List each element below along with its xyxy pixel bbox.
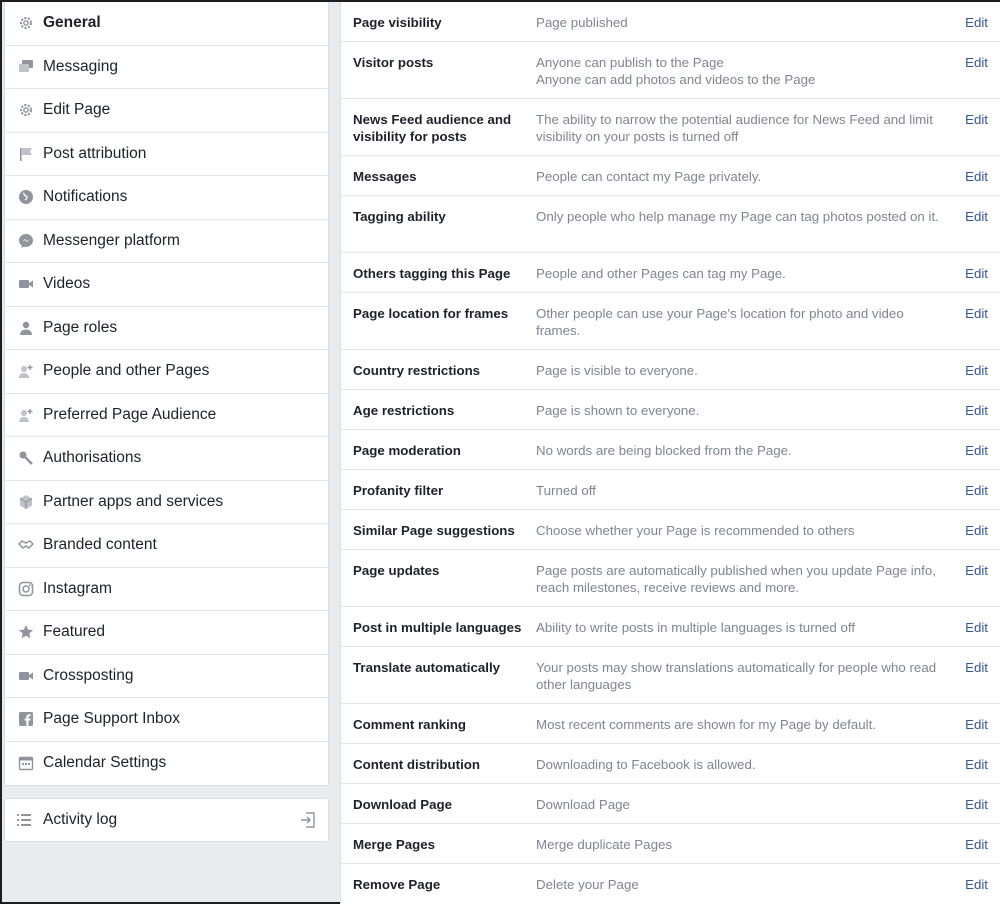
sidebar-item-label: Post attribution xyxy=(43,144,147,162)
sidebar-item-label: Partner apps and services xyxy=(43,492,224,510)
activity-log-link[interactable] xyxy=(4,798,329,842)
setting-value: Delete your Page xyxy=(536,877,639,892)
setting-label: Tagging ability xyxy=(353,209,446,224)
settings-row-translate-automatically xyxy=(341,647,1000,704)
setting-label: Page updates xyxy=(353,563,440,578)
sidebar-item-label: Calendar Settings xyxy=(43,754,167,772)
edit-link[interactable]: Edit xyxy=(965,757,988,772)
edit-link[interactable]: Edit xyxy=(965,523,988,538)
calendar-icon xyxy=(17,754,35,772)
sidebar-item-label: Notifications xyxy=(43,188,128,206)
sidebar-item-people-and-other-pages[interactable] xyxy=(5,350,328,394)
edit-link[interactable]: Edit xyxy=(965,443,988,458)
messaging-icon xyxy=(17,58,35,76)
setting-value: Anyone can publish to the Page Anyone can add photos and videos to the Page xyxy=(536,55,816,87)
person-plus-icon xyxy=(17,406,35,424)
sidebar-item-label: Featured xyxy=(43,623,106,641)
general-settings-list xyxy=(340,2,1000,904)
sidebar-item-calendar-settings[interactable] xyxy=(5,742,328,786)
sidebar-item-page-support-inbox[interactable] xyxy=(5,698,328,742)
sidebar-item-notifications[interactable] xyxy=(5,176,328,220)
sidebar-item-messenger-platform[interactable] xyxy=(5,220,328,264)
sidebar-item-preferred-page-audience[interactable] xyxy=(5,394,328,438)
setting-label: Content distribution xyxy=(353,757,481,772)
setting-label: Page location for frames xyxy=(353,306,509,321)
video-camera-icon xyxy=(17,275,35,293)
setting-label: Messages xyxy=(353,169,417,184)
sidebar-item-label: Videos xyxy=(43,275,91,293)
settings-row-post-in-multiple-languages xyxy=(341,607,1000,647)
sidebar-item-label: Crossposting xyxy=(43,666,134,684)
edit-link[interactable]: Edit xyxy=(965,837,988,852)
setting-label: Page moderation xyxy=(353,443,461,458)
sidebar-item-label: People and other Pages xyxy=(43,362,210,380)
sidebar-item-label: Edit Page xyxy=(43,101,111,119)
handshake-icon xyxy=(17,536,35,554)
setting-value: Turned off xyxy=(536,483,596,498)
gear-icon xyxy=(17,14,35,32)
settings-row-comment-ranking xyxy=(341,704,1000,744)
settings-row-page-moderation xyxy=(341,430,1000,470)
setting-value: Your posts may show translations automatically for people who read other languages xyxy=(536,660,937,692)
sidebar-item-general[interactable] xyxy=(5,2,328,46)
settings-row-tagging-ability xyxy=(341,196,1000,253)
edit-link[interactable]: Edit xyxy=(965,209,988,224)
sidebar-item-label: Branded content xyxy=(43,536,157,554)
sidebar-item-label: Instagram xyxy=(43,579,112,597)
edit-link[interactable]: Edit xyxy=(965,660,988,675)
settings-row-profanity-filter xyxy=(341,470,1000,510)
edit-link[interactable]: Edit xyxy=(965,483,988,498)
setting-value: Downloading to Facebook is allowed. xyxy=(536,757,756,772)
list-icon xyxy=(17,814,35,826)
exit-icon xyxy=(300,812,316,833)
edit-link[interactable]: Edit xyxy=(965,620,988,635)
settings-row-merge-pages xyxy=(341,824,1000,864)
edit-link[interactable]: Edit xyxy=(965,169,988,184)
person-icon xyxy=(17,319,35,337)
setting-value: Other people can use your Page's location for photo and video frames. xyxy=(536,306,904,338)
sidebar-item-label: Messaging xyxy=(43,57,118,75)
sidebar-item-edit-page[interactable] xyxy=(5,89,328,133)
edit-link[interactable]: Edit xyxy=(965,112,988,127)
setting-value: People can contact my Page privately. xyxy=(536,169,762,184)
star-icon xyxy=(17,623,35,641)
settings-row-visitor-posts xyxy=(341,42,1000,99)
gear-icon xyxy=(17,101,35,119)
person-plus-icon xyxy=(17,362,35,380)
sidebar-item-authorisations[interactable] xyxy=(5,437,328,481)
setting-value: Most recent comments are shown for my Page by default. xyxy=(536,717,876,732)
sidebar-item-partner-apps-and-services[interactable] xyxy=(5,481,328,525)
sidebar-item-label: General xyxy=(43,14,101,32)
settings-row-page-location-for-frames xyxy=(341,293,1000,350)
setting-label: Others tagging this Page xyxy=(353,266,511,281)
edit-link[interactable]: Edit xyxy=(965,717,988,732)
edit-link[interactable]: Edit xyxy=(965,55,988,70)
settings-row-news-feed-audience-and-visibility-for-posts xyxy=(341,99,1000,156)
setting-value: No words are being blocked from the Page. xyxy=(536,443,792,458)
setting-label: Merge Pages xyxy=(353,837,436,852)
sidebar-item-featured[interactable] xyxy=(5,611,328,655)
setting-value: Page is shown to everyone. xyxy=(536,403,700,418)
settings-row-page-updates xyxy=(341,550,1000,607)
edit-link[interactable]: Edit xyxy=(965,306,988,321)
sidebar-item-label: Messenger platform xyxy=(43,231,180,249)
setting-label: Country restrictions xyxy=(353,363,481,378)
settings-row-others-tagging-this-page xyxy=(341,253,1000,293)
setting-value: Choose whether your Page is recommended to others xyxy=(536,523,855,538)
setting-label: Age restrictions xyxy=(353,403,455,418)
setting-label: Page visibility xyxy=(353,15,442,30)
edit-link[interactable]: Edit xyxy=(965,403,988,418)
setting-label: Profanity filter xyxy=(353,483,444,498)
setting-label: Remove Page xyxy=(353,877,441,892)
edit-link[interactable]: Edit xyxy=(965,363,988,378)
sidebar-item-crossposting[interactable] xyxy=(5,655,328,699)
setting-value: Download Page xyxy=(536,797,630,812)
wrench-icon xyxy=(17,449,35,467)
settings-row-download-page xyxy=(341,784,1000,824)
edit-link[interactable]: Edit xyxy=(965,563,988,578)
setting-label: Post in multiple languages xyxy=(353,620,522,635)
setting-value: Page posts are automatically published when you update Page info, reach milestones, receive reviews and more. xyxy=(536,563,936,595)
cube-icon xyxy=(17,493,35,511)
edit-link[interactable]: Edit xyxy=(965,266,988,281)
settings-row-messages xyxy=(341,156,1000,196)
settings-row-similar-page-suggestions xyxy=(341,510,1000,550)
setting-label: Similar Page suggestions xyxy=(353,523,515,538)
setting-value: Merge duplicate Pages xyxy=(536,837,673,852)
messenger-icon xyxy=(17,232,35,250)
sidebar-item-messaging[interactable] xyxy=(5,46,328,90)
setting-label: Visitor posts xyxy=(353,55,434,70)
setting-value: People and other Pages can tag my Page. xyxy=(536,266,786,281)
facebook-icon xyxy=(17,710,35,728)
activity-log-label: Activity log xyxy=(43,811,118,828)
setting-value: The ability to narrow the potential audience for News Feed and limit visibility on your posts is turned off xyxy=(536,112,933,144)
setting-value: Ability to write posts in multiple languages is turned off xyxy=(536,620,856,635)
settings-row-age-restrictions xyxy=(341,390,1000,430)
globe-icon xyxy=(17,188,35,206)
sidebar-item-label: Preferred Page Audience xyxy=(43,405,217,423)
setting-label: Translate automatically xyxy=(353,660,501,675)
setting-label: Download Page xyxy=(353,797,452,812)
sidebar-item-branded-content[interactable] xyxy=(5,524,328,568)
edit-link[interactable]: Edit xyxy=(965,15,988,30)
setting-label: Comment ranking xyxy=(353,717,467,732)
settings-row-page-visibility xyxy=(341,2,1000,42)
sidebar-item-label: Page roles xyxy=(43,318,118,336)
sidebar-item-page-roles[interactable] xyxy=(5,307,328,351)
settings-sidebar xyxy=(4,2,329,786)
setting-label: News Feed audience and visibility for posts xyxy=(353,112,512,144)
setting-value: Only people who help manage my Page can tag photos posted on it. xyxy=(536,209,939,224)
sidebar-item-label: Page Support Inbox xyxy=(43,710,181,728)
video-camera-icon xyxy=(17,667,35,685)
sidebar-item-instagram[interactable] xyxy=(5,568,328,612)
setting-value: Page published xyxy=(536,15,628,30)
settings-row-country-restrictions xyxy=(341,350,1000,390)
edit-link[interactable]: Edit xyxy=(965,877,988,892)
setting-value: Page is visible to everyone. xyxy=(536,363,698,378)
instagram-icon xyxy=(17,580,35,598)
flag-icon xyxy=(17,145,35,163)
sidebar-item-post-attribution[interactable] xyxy=(5,133,328,177)
settings-row-content-distribution xyxy=(341,744,1000,784)
sidebar-item-videos[interactable] xyxy=(5,263,328,307)
sidebar-item-label: Authorisations xyxy=(43,449,142,467)
edit-link[interactable]: Edit xyxy=(965,797,988,812)
settings-row-remove-page xyxy=(341,864,1000,904)
